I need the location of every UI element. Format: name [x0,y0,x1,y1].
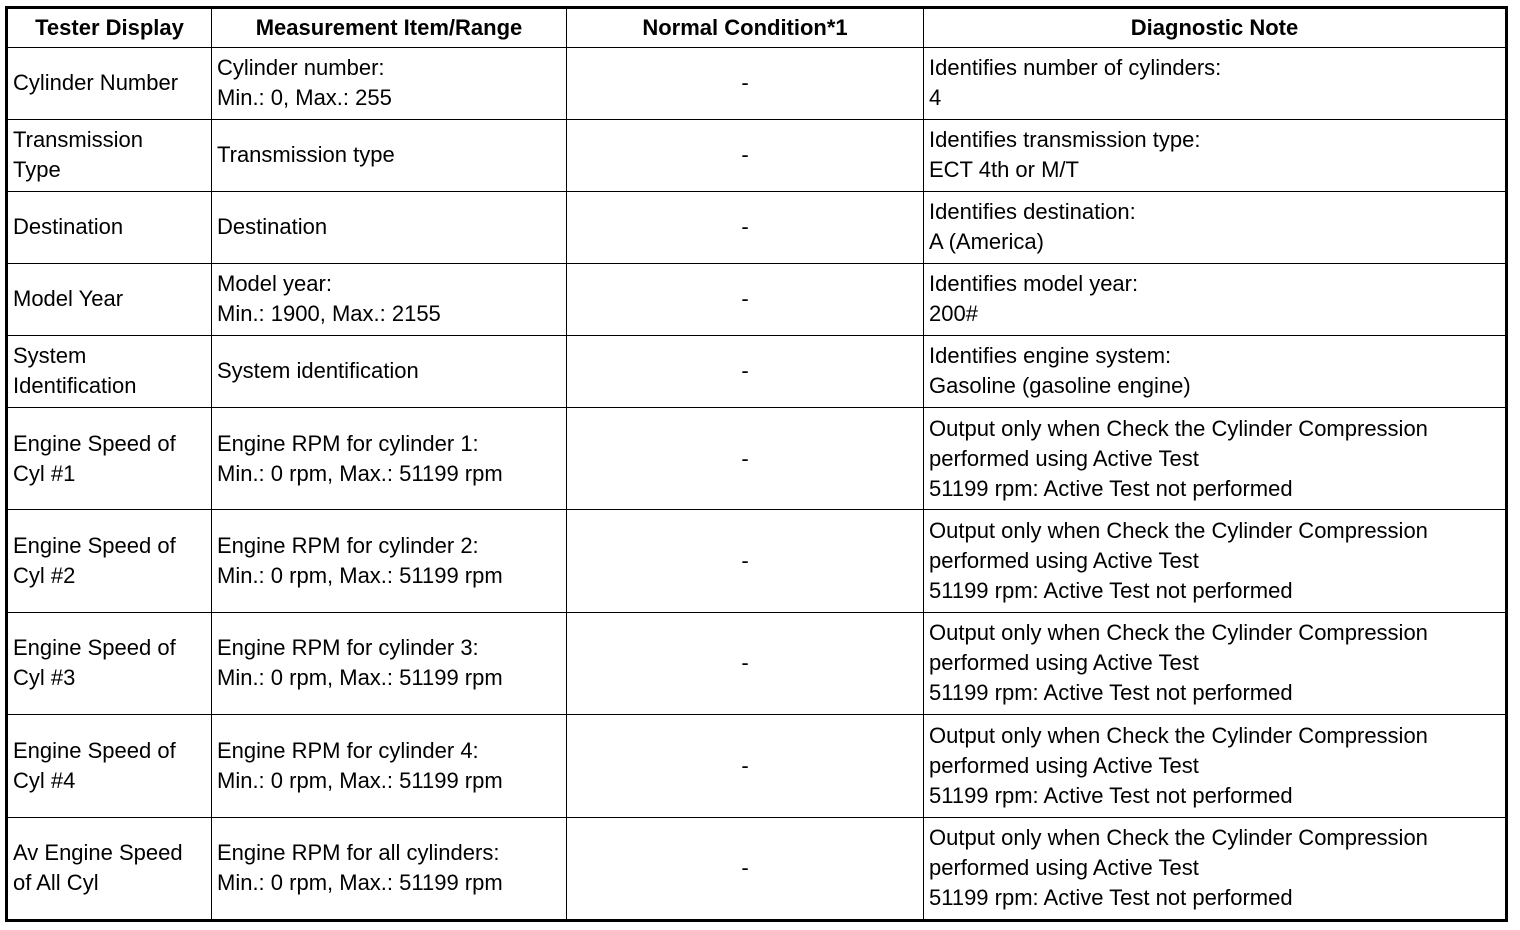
table-row [7,119,1507,191]
header-row [7,8,1507,48]
header-measurement-item: Measurement Item/Range [212,8,567,48]
measurement-cell: Engine RPM for cylinder 2: Min.: 0 rpm, Max.: 51199 rpm [212,510,567,612]
diagnostic-note-cell: Identifies destination: A (America) [924,191,1507,263]
measurement-cell: Destination [212,191,567,263]
data-list-table [5,6,1508,922]
table-row [7,715,1507,817]
normal-condition-cell: - [567,191,924,263]
normal-condition-cell: - [567,612,924,714]
table-row [7,335,1507,407]
diagnostic-note-cell: Output only when Check the Cylinder Compression performed using Active Test 51199 rpm: Active Test not performed [924,407,1507,509]
header-normal-condition: Normal Condition*1 [567,8,924,48]
tester-display-cell: Cylinder Number [7,48,212,120]
measurement-cell: Engine RPM for cylinder 1: Min.: 0 rpm, Max.: 51199 rpm [212,407,567,509]
header-tester-display: Tester Display [7,8,212,48]
normal-condition-cell: - [567,335,924,407]
diagnostic-note-cell: Output only when Check the Cylinder Compression performed using Active Test 51199 rpm: Active Test not performed [924,612,1507,714]
tester-display-cell: Model Year [7,263,212,335]
normal-condition-cell: - [567,510,924,612]
tester-display-cell: Engine Speed of Cyl #4 [7,715,212,817]
tester-display-cell: System Identification [7,335,212,407]
diagnostic-note-cell: Identifies engine system: Gasoline (gasoline engine) [924,335,1507,407]
table-row [7,407,1507,509]
normal-condition-cell: - [567,817,924,920]
tester-display-cell: Engine Speed of Cyl #3 [7,612,212,714]
table-row [7,612,1507,714]
measurement-cell: Engine RPM for cylinder 4: Min.: 0 rpm, Max.: 51199 rpm [212,715,567,817]
normal-condition-cell: - [567,407,924,509]
measurement-cell: Model year: Min.: 1900, Max.: 2155 [212,263,567,335]
measurement-cell: Engine RPM for cylinder 3: Min.: 0 rpm, Max.: 51199 rpm [212,612,567,714]
tester-display-cell: Destination [7,191,212,263]
diagnostic-note-cell: Identifies transmission type: ECT 4th or M/T [924,119,1507,191]
diagnostic-note-cell: Output only when Check the Cylinder Compression performed using Active Test 51199 rpm: Active Test not performed [924,715,1507,817]
diagnostic-note-cell: Output only when Check the Cylinder Compression performed using Active Test 51199 rpm: Active Test not performed [924,817,1507,920]
diagnostic-note-cell: Output only when Check the Cylinder Compression performed using Active Test 51199 rpm: Active Test not performed [924,510,1507,612]
measurement-cell: Engine RPM for all cylinders: Min.: 0 rpm, Max.: 51199 rpm [212,817,567,920]
table-row [7,510,1507,612]
header-diagnostic-note: Diagnostic Note [924,8,1507,48]
table-row [7,263,1507,335]
tester-display-cell: Engine Speed of Cyl #1 [7,407,212,509]
table-row [7,48,1507,120]
diagnostic-note-cell: Identifies model year: 200# [924,263,1507,335]
measurement-cell: System identification [212,335,567,407]
table-row [7,191,1507,263]
measurement-cell: Transmission type [212,119,567,191]
tester-display-cell: Transmission Type [7,119,212,191]
table-row [7,817,1507,920]
measurement-cell: Cylinder number: Min.: 0, Max.: 255 [212,48,567,120]
normal-condition-cell: - [567,715,924,817]
normal-condition-cell: - [567,48,924,120]
tester-display-cell: Av Engine Speed of All Cyl [7,817,212,920]
normal-condition-cell: - [567,119,924,191]
diagnostic-note-cell: Identifies number of cylinders: 4 [924,48,1507,120]
normal-condition-cell: - [567,263,924,335]
tester-display-cell: Engine Speed of Cyl #2 [7,510,212,612]
